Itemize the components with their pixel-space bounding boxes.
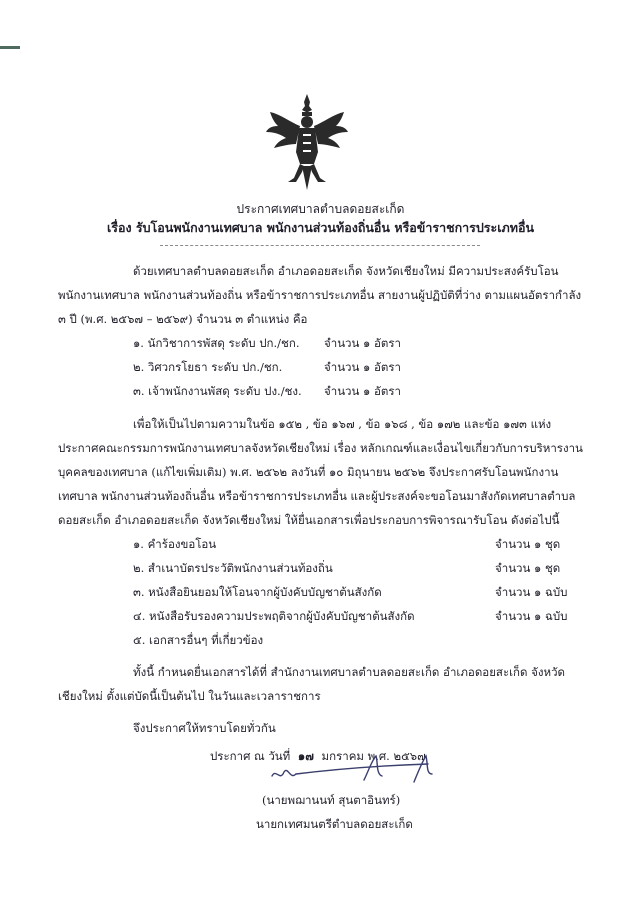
submission-line: ทั้งนี้ กำหนดยื่นเอกสารได้ที่ สำนักงานเทศบาลตำบลดอยสะเก็ด อำเภอดอยสะเก็ด จังหวัด xyxy=(133,665,566,679)
criteria-line: ดอยสะเก็ด อำเภอดอยสะเก็ด จังหวัดเชียงใหม่ ให้ยื่นเอกสารเพื่อประกอบการพิจารณารับโอน ดังต่อไปนี้ xyxy=(58,513,560,527)
intro-line: ๓ ปี (พ.ศ. ๒๕๖๗ – ๒๕๖๙) จำนวน ๓ ตำแหน่ง คือ xyxy=(58,312,308,326)
document-count: จำนวน ๑ ชุด xyxy=(495,561,561,575)
criteria-line: ประกาศคณะกรรมการพนักงานเทศบาลจังหวัดเชียงใหม่ เรื่อง หลักเกณฑ์และเงื่อนไขเกี่ยวกับการบริหารงาน xyxy=(58,441,583,455)
document-item: ๒. สำเนาบัตรประวัติพนักงานส่วนท้องถิ่น xyxy=(133,561,333,575)
document-item: ๓. หนังสือยินยอมให้โอนจากผู้บังคับบัญชาต้นสังกัด xyxy=(133,585,382,599)
position-count: จำนวน ๑ อัตรา xyxy=(324,336,401,350)
document-count: จำนวน ๑ ฉบับ xyxy=(495,609,568,623)
date-day: ๑๗ xyxy=(297,749,314,763)
criteria-line: เพื่อให้เป็นไปตามความในข้อ ๑๕๒ , ข้อ ๑๖๗ , ข้อ ๑๖๘ , ข้อ ๑๗๒ และข้อ ๑๗๓ แห่ง xyxy=(133,417,552,431)
position-item: ๓. เจ้าพนักงานพัสดุ ระดับ ปง./ชง. xyxy=(133,384,302,398)
signatory-name: (นายพฌานนท์ สุนตาอินทร์) xyxy=(262,793,401,807)
intro-line: พนักงานเทศบาล พนักงานส่วนท้องถิ่น หรือข้าราชการประเภทอื่น สายงานผู้ปฏิบัติที่ว่าง ตามแผนอัตรากำลัง xyxy=(58,288,582,302)
document-item: ๑. คำร้องขอโอน xyxy=(133,537,217,551)
handwritten-signature-icon xyxy=(268,752,448,788)
position-item: ๑. นักวิชาการพัสดุ ระดับ ปก./ชก. xyxy=(133,336,300,350)
page-edge-mark xyxy=(0,46,20,49)
closing-statement: จึงประกาศให้ทราบโดยทั่วกัน xyxy=(133,721,276,735)
position-count: จำนวน ๑ อัตรา xyxy=(324,384,401,398)
position-item: ๒. วิศวกรโยธา ระดับ ปก./ชก. xyxy=(133,360,283,374)
date-month-year: มกราคม พ.ศ. ๒๕๖๗ xyxy=(321,749,426,763)
signatory-position: นายกเทศมนตรีตำบลดอยสะเก็ด xyxy=(256,817,413,831)
criteria-line: บุคคลของเทศบาล (แก้ไขเพิ่มเติม) พ.ศ. ๒๕๖๒ ลงวันที่ ๑๐ มิถุนายน ๒๕๖๒ จึงประกาศรับโอนพนักงาน xyxy=(58,465,559,479)
document-item: ๔. หนังสือรับรองความประพฤติจากผู้บังคับบัญชาต้นสังกัด xyxy=(133,609,415,623)
announcement-subject: เรื่อง รับโอนพนักงานเทศบาล พนักงานส่วนท้องถิ่นอื่น หรือข้าราชการประเภทอื่น xyxy=(106,220,535,235)
position-count: จำนวน ๑ อัตรา xyxy=(324,360,401,374)
announcement-title: ประกาศเทศบาลตำบลดอยสะเก็ด xyxy=(236,202,405,216)
criteria-line: เทศบาล พนักงานส่วนท้องถิ่นอื่น หรือข้าราชการประเภทอื่น และผู้ประสงค์จะขอโอนมาสังกัดเทศบาลตำบล xyxy=(58,489,576,503)
garuda-emblem-icon xyxy=(262,92,352,192)
document-count: จำนวน ๑ ฉบับ xyxy=(495,585,568,599)
title-divider xyxy=(160,245,480,246)
document-item: ๕. เอกสารอื่นๆ ที่เกี่ยวข้อง xyxy=(133,633,264,647)
document-count: จำนวน ๑ ชุด xyxy=(495,537,561,551)
submission-line: เชียงใหม่ ตั้งแต่บัดนี้เป็นต้นไป ในวันและเวลาราชการ xyxy=(58,689,321,703)
intro-line: ด้วยเทศบาลตำบลดอยสะเก็ด อำเภอดอยสะเก็ด จังหวัดเชียงใหม่ มีความประสงค์รับโอน xyxy=(133,264,559,278)
date-prefix: ประกาศ ณ วันที่ xyxy=(210,749,291,763)
